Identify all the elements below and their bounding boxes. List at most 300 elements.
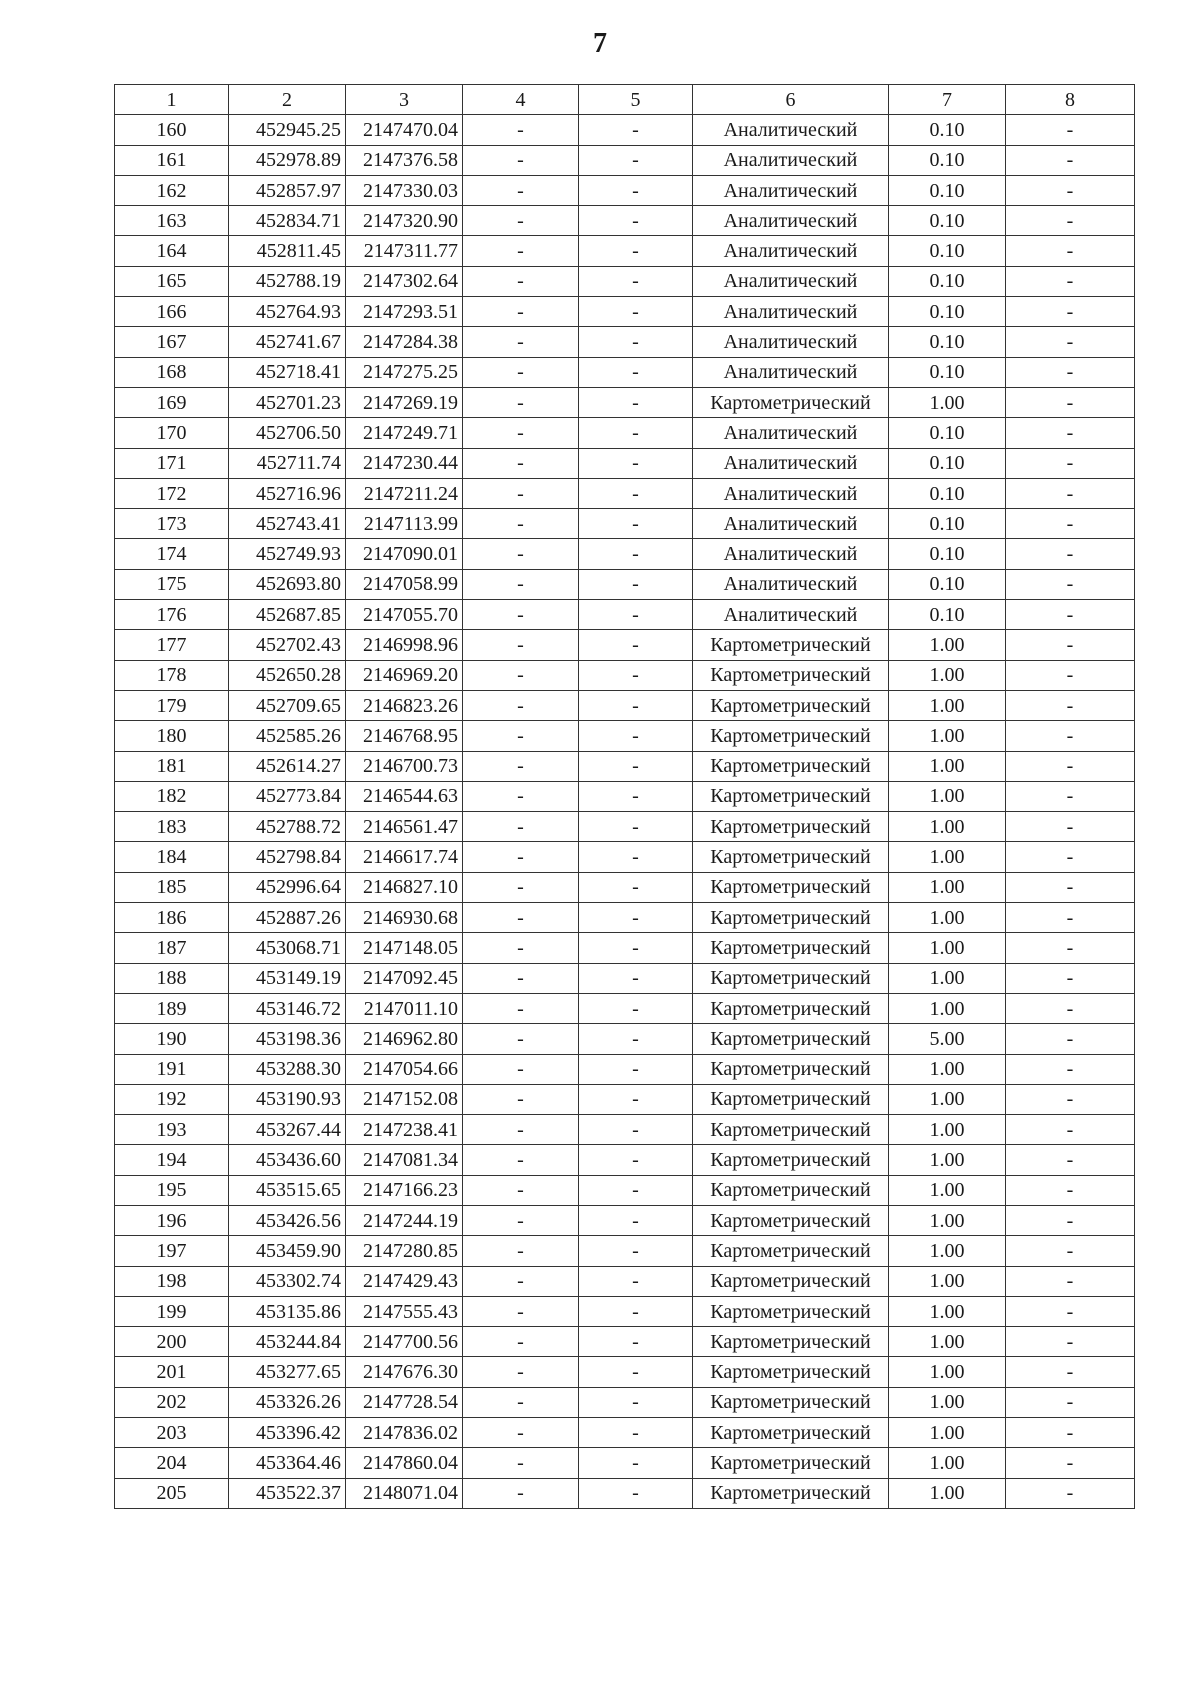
table-cell-col-5: -	[579, 206, 693, 236]
table-cell-col-6: Картометрический	[693, 690, 889, 720]
table-row	[115, 721, 1135, 751]
table-cell-col-1: 191	[115, 1054, 229, 1084]
table-cell-col-1: 193	[115, 1115, 229, 1145]
table-cell-col-8: -	[1006, 903, 1135, 933]
table-cell-col-3: 2147280.85	[346, 1236, 463, 1266]
table-cell-col-8: -	[1006, 539, 1135, 569]
table-cell-col-5: -	[579, 963, 693, 993]
table-cell-col-2: 452614.27	[229, 751, 346, 781]
table-cell-col-5: -	[579, 448, 693, 478]
table-cell-col-4: -	[463, 781, 579, 811]
table-cell-col-7: 1.00	[889, 903, 1006, 933]
table-cell-col-4: -	[463, 993, 579, 1023]
table-cell-col-2: 452749.93	[229, 539, 346, 569]
table-cell-col-1: 174	[115, 539, 229, 569]
table-row	[115, 812, 1135, 842]
table-cell-col-4: -	[463, 115, 579, 145]
table-cell-col-7: 1.00	[889, 1054, 1006, 1084]
table-cell-col-5: -	[579, 842, 693, 872]
table-cell-col-6: Картометрический	[693, 993, 889, 1023]
table-cell-col-2: 453190.93	[229, 1084, 346, 1114]
table-cell-col-7: 1.00	[889, 721, 1006, 751]
table-cell-col-1: 190	[115, 1024, 229, 1054]
table-cell-col-4: -	[463, 145, 579, 175]
table-cell-col-2: 453149.19	[229, 963, 346, 993]
table-cell-col-2: 452741.67	[229, 327, 346, 357]
table-cell-col-4: -	[463, 963, 579, 993]
table-row	[115, 1024, 1135, 1054]
table-cell-col-7: 0.10	[889, 206, 1006, 236]
table-cell-col-4: -	[463, 812, 579, 842]
table-row	[115, 872, 1135, 902]
table-cell-col-7: 1.00	[889, 812, 1006, 842]
table-cell-col-6: Картометрический	[693, 1296, 889, 1326]
table-row	[115, 690, 1135, 720]
table-row	[115, 539, 1135, 569]
table-cell-col-8: -	[1006, 1205, 1135, 1235]
table-cell-col-3: 2147728.54	[346, 1387, 463, 1417]
table-cell-col-1: 202	[115, 1387, 229, 1417]
table-cell-col-3: 2147470.04	[346, 115, 463, 145]
table-cell-col-6: Картометрический	[693, 1145, 889, 1175]
table-cell-col-1: 177	[115, 630, 229, 660]
table-cell-col-7: 0.10	[889, 297, 1006, 327]
table-cell-col-3: 2147376.58	[346, 145, 463, 175]
table-row	[115, 781, 1135, 811]
table-row	[115, 175, 1135, 205]
table-cell-col-4: -	[463, 1296, 579, 1326]
table-cell-col-8: -	[1006, 1084, 1135, 1114]
table-row	[115, 357, 1135, 387]
table-cell-col-2: 453267.44	[229, 1115, 346, 1145]
table-cell-col-7: 1.00	[889, 387, 1006, 417]
table-cell-col-6: Аналитический	[693, 418, 889, 448]
table-cell-col-4: -	[463, 842, 579, 872]
table-cell-col-7: 1.00	[889, 1327, 1006, 1357]
table-cell-col-1: 163	[115, 206, 229, 236]
table-cell-col-3: 2147152.08	[346, 1084, 463, 1114]
table-cell-col-2: 452709.65	[229, 690, 346, 720]
table-cell-col-7: 0.10	[889, 145, 1006, 175]
table-cell-col-4: -	[463, 569, 579, 599]
table-cell-col-6: Картометрический	[693, 1175, 889, 1205]
table-cell-col-7: 1.00	[889, 1115, 1006, 1145]
table-cell-col-3: 2147269.19	[346, 387, 463, 417]
table-cell-col-6: Картометрический	[693, 1418, 889, 1448]
table-cell-col-2: 452798.84	[229, 842, 346, 872]
table-cell-col-5: -	[579, 630, 693, 660]
table-cell-col-4: -	[463, 327, 579, 357]
table-cell-col-7: 1.00	[889, 1084, 1006, 1114]
table-cell-col-6: Картометрический	[693, 903, 889, 933]
table-cell-col-6: Аналитический	[693, 175, 889, 205]
table-cell-col-3: 2146969.20	[346, 660, 463, 690]
table-cell-col-7: 0.10	[889, 509, 1006, 539]
header-row	[115, 85, 1135, 115]
table-cell-col-8: -	[1006, 327, 1135, 357]
table-cell-col-1: 199	[115, 1296, 229, 1326]
table-cell-col-2: 452743.41	[229, 509, 346, 539]
table-cell-col-7: 0.10	[889, 539, 1006, 569]
table-cell-col-5: -	[579, 721, 693, 751]
table-cell-col-1: 194	[115, 1145, 229, 1175]
table-cell-col-1: 178	[115, 660, 229, 690]
table-cell-col-6: Картометрический	[693, 1115, 889, 1145]
table-cell-col-4: -	[463, 721, 579, 751]
table-cell-col-8: -	[1006, 236, 1135, 266]
table-cell-col-7: 1.00	[889, 781, 1006, 811]
table-cell-col-3: 2147302.64	[346, 266, 463, 296]
table-cell-col-7: 5.00	[889, 1024, 1006, 1054]
table-cell-col-1: 192	[115, 1084, 229, 1114]
table-cell-col-2: 453364.46	[229, 1448, 346, 1478]
table-cell-col-1: 160	[115, 115, 229, 145]
table-cell-col-3: 2147836.02	[346, 1418, 463, 1448]
table-row	[115, 1296, 1135, 1326]
table-cell-col-8: -	[1006, 1418, 1135, 1448]
table-cell-col-7: 0.10	[889, 478, 1006, 508]
table-cell-col-1: 172	[115, 478, 229, 508]
table-cell-col-3: 2146827.10	[346, 872, 463, 902]
table-cell-col-3: 2147058.99	[346, 569, 463, 599]
table-cell-col-4: -	[463, 1205, 579, 1235]
table-cell-col-3: 2146998.96	[346, 630, 463, 660]
table-cell-col-3: 2148071.04	[346, 1478, 463, 1508]
table-cell-col-7: 1.00	[889, 963, 1006, 993]
table-row	[115, 115, 1135, 145]
table-cell-col-6: Картометрический	[693, 660, 889, 690]
table-cell-col-5: -	[579, 1145, 693, 1175]
table-cell-col-3: 2147700.56	[346, 1327, 463, 1357]
table-cell-col-2: 452773.84	[229, 781, 346, 811]
table-cell-col-7: 1.00	[889, 1236, 1006, 1266]
table-cell-col-7: 0.10	[889, 236, 1006, 266]
table-row	[115, 569, 1135, 599]
table-cell-col-4: -	[463, 690, 579, 720]
table-cell-col-3: 2147148.05	[346, 933, 463, 963]
table-cell-col-7: 0.10	[889, 327, 1006, 357]
table-cell-col-8: -	[1006, 418, 1135, 448]
table-cell-col-1: 196	[115, 1205, 229, 1235]
table-cell-col-5: -	[579, 1478, 693, 1508]
table-cell-col-5: -	[579, 812, 693, 842]
table-cell-col-2: 453522.37	[229, 1478, 346, 1508]
table-cell-col-6: Аналитический	[693, 478, 889, 508]
table-cell-col-2: 452996.64	[229, 872, 346, 902]
table-cell-col-4: -	[463, 933, 579, 963]
table-cell-col-8: -	[1006, 266, 1135, 296]
table-row	[115, 236, 1135, 266]
table-cell-col-4: -	[463, 1387, 579, 1417]
column-header-7: 7	[889, 85, 1006, 115]
table-cell-col-1: 182	[115, 781, 229, 811]
table-cell-col-2: 453302.74	[229, 1266, 346, 1296]
table-row	[115, 842, 1135, 872]
table-cell-col-7: 0.10	[889, 266, 1006, 296]
table-cell-col-8: -	[1006, 1024, 1135, 1054]
table-cell-col-3: 2147166.23	[346, 1175, 463, 1205]
table-cell-col-5: -	[579, 1448, 693, 1478]
table-cell-col-1: 166	[115, 297, 229, 327]
table-cell-col-7: 0.10	[889, 115, 1006, 145]
table-cell-col-4: -	[463, 1266, 579, 1296]
table-row	[115, 1054, 1135, 1084]
table-cell-col-1: 173	[115, 509, 229, 539]
table-cell-col-5: -	[579, 1084, 693, 1114]
table-cell-col-1: 183	[115, 812, 229, 842]
table-cell-col-1: 179	[115, 690, 229, 720]
table-cell-col-4: -	[463, 387, 579, 417]
table-cell-col-8: -	[1006, 812, 1135, 842]
table-cell-col-7: 1.00	[889, 1205, 1006, 1235]
table-cell-col-2: 452718.41	[229, 357, 346, 387]
table-cell-col-1: 187	[115, 933, 229, 963]
table-cell-col-2: 453146.72	[229, 993, 346, 1023]
table-cell-col-1: 188	[115, 963, 229, 993]
table-cell-col-6: Картометрический	[693, 842, 889, 872]
table-cell-col-5: -	[579, 781, 693, 811]
table-cell-col-8: -	[1006, 357, 1135, 387]
table-cell-col-5: -	[579, 418, 693, 448]
table-cell-col-6: Картометрический	[693, 1054, 889, 1084]
table-cell-col-5: -	[579, 690, 693, 720]
table-cell-col-6: Картометрический	[693, 812, 889, 842]
table-cell-col-8: -	[1006, 721, 1135, 751]
table-cell-col-4: -	[463, 751, 579, 781]
table-cell-col-4: -	[463, 509, 579, 539]
table-cell-col-6: Картометрический	[693, 721, 889, 751]
table-cell-col-3: 2146823.26	[346, 690, 463, 720]
table-cell-col-1: 175	[115, 569, 229, 599]
table-cell-col-5: -	[579, 266, 693, 296]
table-cell-col-4: -	[463, 903, 579, 933]
table-cell-col-2: 452706.50	[229, 418, 346, 448]
table-cell-col-4: -	[463, 236, 579, 266]
table-cell-col-8: -	[1006, 630, 1135, 660]
table-cell-col-2: 452788.72	[229, 812, 346, 842]
table-cell-col-1: 201	[115, 1357, 229, 1387]
table-cell-col-5: -	[579, 1024, 693, 1054]
table-cell-col-6: Аналитический	[693, 236, 889, 266]
table-row	[115, 1418, 1135, 1448]
table-cell-col-4: -	[463, 175, 579, 205]
table-row	[115, 1236, 1135, 1266]
table-cell-col-3: 2146617.74	[346, 842, 463, 872]
table-cell-col-4: -	[463, 1327, 579, 1357]
table-cell-col-8: -	[1006, 115, 1135, 145]
table-cell-col-8: -	[1006, 1145, 1135, 1175]
table-cell-col-1: 184	[115, 842, 229, 872]
table-cell-col-5: -	[579, 660, 693, 690]
table-cell-col-4: -	[463, 357, 579, 387]
table-cell-col-4: -	[463, 1357, 579, 1387]
table-cell-col-4: -	[463, 448, 579, 478]
table-cell-col-2: 452711.74	[229, 448, 346, 478]
table-row	[115, 1205, 1135, 1235]
table-cell-col-8: -	[1006, 1448, 1135, 1478]
table-cell-col-1: 168	[115, 357, 229, 387]
table-cell-col-3: 2147090.01	[346, 539, 463, 569]
table-row	[115, 145, 1135, 175]
table-row	[115, 1327, 1135, 1357]
table-cell-col-1: 189	[115, 993, 229, 1023]
table-cell-col-1: 185	[115, 872, 229, 902]
table-cell-col-2: 452857.97	[229, 175, 346, 205]
table-cell-col-1: 205	[115, 1478, 229, 1508]
column-header-1: 1	[115, 85, 229, 115]
table-cell-col-8: -	[1006, 1327, 1135, 1357]
table-cell-col-3: 2147092.45	[346, 963, 463, 993]
table-cell-col-5: -	[579, 1054, 693, 1084]
table-cell-col-5: -	[579, 509, 693, 539]
table-cell-col-5: -	[579, 236, 693, 266]
table-row	[115, 751, 1135, 781]
table-cell-col-8: -	[1006, 387, 1135, 417]
table-cell-col-3: 2147293.51	[346, 297, 463, 327]
table-cell-col-6: Картометрический	[693, 1236, 889, 1266]
table-cell-col-6: Картометрический	[693, 781, 889, 811]
table-cell-col-3: 2147054.66	[346, 1054, 463, 1084]
table-cell-col-4: -	[463, 660, 579, 690]
table-cell-col-7: 0.10	[889, 175, 1006, 205]
table-cell-col-5: -	[579, 175, 693, 205]
table-cell-col-4: -	[463, 266, 579, 296]
table-cell-col-3: 2147320.90	[346, 206, 463, 236]
table-cell-col-8: -	[1006, 690, 1135, 720]
table-cell-col-8: -	[1006, 1357, 1135, 1387]
table-cell-col-6: Картометрический	[693, 963, 889, 993]
table-cell-col-1: 170	[115, 418, 229, 448]
table-row	[115, 1084, 1135, 1114]
table-cell-col-2: 453515.65	[229, 1175, 346, 1205]
table-cell-col-4: -	[463, 539, 579, 569]
column-header-5: 5	[579, 85, 693, 115]
table-cell-col-5: -	[579, 600, 693, 630]
column-header-2: 2	[229, 85, 346, 115]
table-cell-col-2: 453068.71	[229, 933, 346, 963]
table-cell-col-3: 2146561.47	[346, 812, 463, 842]
table-cell-col-7: 1.00	[889, 993, 1006, 1023]
table-row	[115, 1478, 1135, 1508]
table-cell-col-3: 2146930.68	[346, 903, 463, 933]
table-cell-col-2: 452716.96	[229, 478, 346, 508]
table-cell-col-1: 171	[115, 448, 229, 478]
table-cell-col-5: -	[579, 1296, 693, 1326]
table-cell-col-3: 2147429.43	[346, 1266, 463, 1296]
table-cell-col-7: 1.00	[889, 690, 1006, 720]
table-cell-col-7: 0.10	[889, 448, 1006, 478]
table-row	[115, 509, 1135, 539]
table-cell-col-6: Картометрический	[693, 387, 889, 417]
table-row	[115, 387, 1135, 417]
table-cell-col-1: 198	[115, 1266, 229, 1296]
table-cell-col-4: -	[463, 1145, 579, 1175]
table-cell-col-2: 452702.43	[229, 630, 346, 660]
table-cell-col-7: 0.10	[889, 569, 1006, 599]
table-cell-col-2: 453396.42	[229, 1418, 346, 1448]
table-cell-col-8: -	[1006, 600, 1135, 630]
table-cell-col-6: Аналитический	[693, 569, 889, 599]
table-cell-col-4: -	[463, 1084, 579, 1114]
table-cell-col-6: Картометрический	[693, 1448, 889, 1478]
table-cell-col-4: -	[463, 1236, 579, 1266]
table-row	[115, 327, 1135, 357]
table-cell-col-7: 1.00	[889, 933, 1006, 963]
table-cell-col-2: 452887.26	[229, 903, 346, 933]
table-cell-col-5: -	[579, 1418, 693, 1448]
table-cell-col-3: 2147211.24	[346, 478, 463, 508]
table-cell-col-5: -	[579, 145, 693, 175]
table-cell-col-5: -	[579, 478, 693, 508]
table-cell-col-6: Картометрический	[693, 1387, 889, 1417]
table-cell-col-5: -	[579, 751, 693, 781]
table-cell-col-4: -	[463, 1478, 579, 1508]
table-cell-col-3: 2147055.70	[346, 600, 463, 630]
table-cell-col-6: Картометрический	[693, 933, 889, 963]
table-cell-col-8: -	[1006, 478, 1135, 508]
table-cell-col-5: -	[579, 1236, 693, 1266]
table-cell-col-4: -	[463, 600, 579, 630]
table-row	[115, 448, 1135, 478]
table-cell-col-7: 1.00	[889, 1266, 1006, 1296]
table-cell-col-3: 2147249.71	[346, 418, 463, 448]
table-cell-col-5: -	[579, 387, 693, 417]
coordinates-table	[114, 84, 1135, 1509]
table-cell-col-1: 164	[115, 236, 229, 266]
table-cell-col-3: 2147860.04	[346, 1448, 463, 1478]
table-row	[115, 1266, 1135, 1296]
table-cell-col-6: Аналитический	[693, 509, 889, 539]
column-header-6: 6	[693, 85, 889, 115]
table-cell-col-8: -	[1006, 1478, 1135, 1508]
table-cell-col-4: -	[463, 1448, 579, 1478]
table-cell-col-5: -	[579, 1266, 693, 1296]
table-cell-col-8: -	[1006, 781, 1135, 811]
table-cell-col-2: 452834.71	[229, 206, 346, 236]
table-cell-col-1: 167	[115, 327, 229, 357]
table-cell-col-6: Аналитический	[693, 206, 889, 236]
table-body	[115, 115, 1135, 1509]
table-cell-col-7: 1.00	[889, 872, 1006, 902]
table-cell-col-3: 2147275.25	[346, 357, 463, 387]
table-cell-col-7: 1.00	[889, 1478, 1006, 1508]
table-cell-col-8: -	[1006, 175, 1135, 205]
table-cell-col-4: -	[463, 1054, 579, 1084]
table-cell-col-6: Аналитический	[693, 600, 889, 630]
table-cell-col-2: 452687.85	[229, 600, 346, 630]
table-cell-col-6: Картометрический	[693, 1205, 889, 1235]
table-cell-col-8: -	[1006, 509, 1135, 539]
table-cell-col-5: -	[579, 115, 693, 145]
table-header	[115, 85, 1135, 115]
table-row	[115, 1357, 1135, 1387]
table-cell-col-2: 452693.80	[229, 569, 346, 599]
table-row	[115, 1175, 1135, 1205]
table-cell-col-3: 2147244.19	[346, 1205, 463, 1235]
table-cell-col-6: Аналитический	[693, 539, 889, 569]
table-cell-col-7: 1.00	[889, 1387, 1006, 1417]
table-cell-col-8: -	[1006, 297, 1135, 327]
table-cell-col-3: 2147676.30	[346, 1357, 463, 1387]
table-cell-col-3: 2147081.34	[346, 1145, 463, 1175]
table-cell-col-4: -	[463, 418, 579, 448]
table-cell-col-3: 2147555.43	[346, 1296, 463, 1326]
table-cell-col-5: -	[579, 903, 693, 933]
table-cell-col-7: 1.00	[889, 1357, 1006, 1387]
table-cell-col-8: -	[1006, 1266, 1135, 1296]
table-cell-col-5: -	[579, 993, 693, 1023]
table-cell-col-5: -	[579, 1387, 693, 1417]
